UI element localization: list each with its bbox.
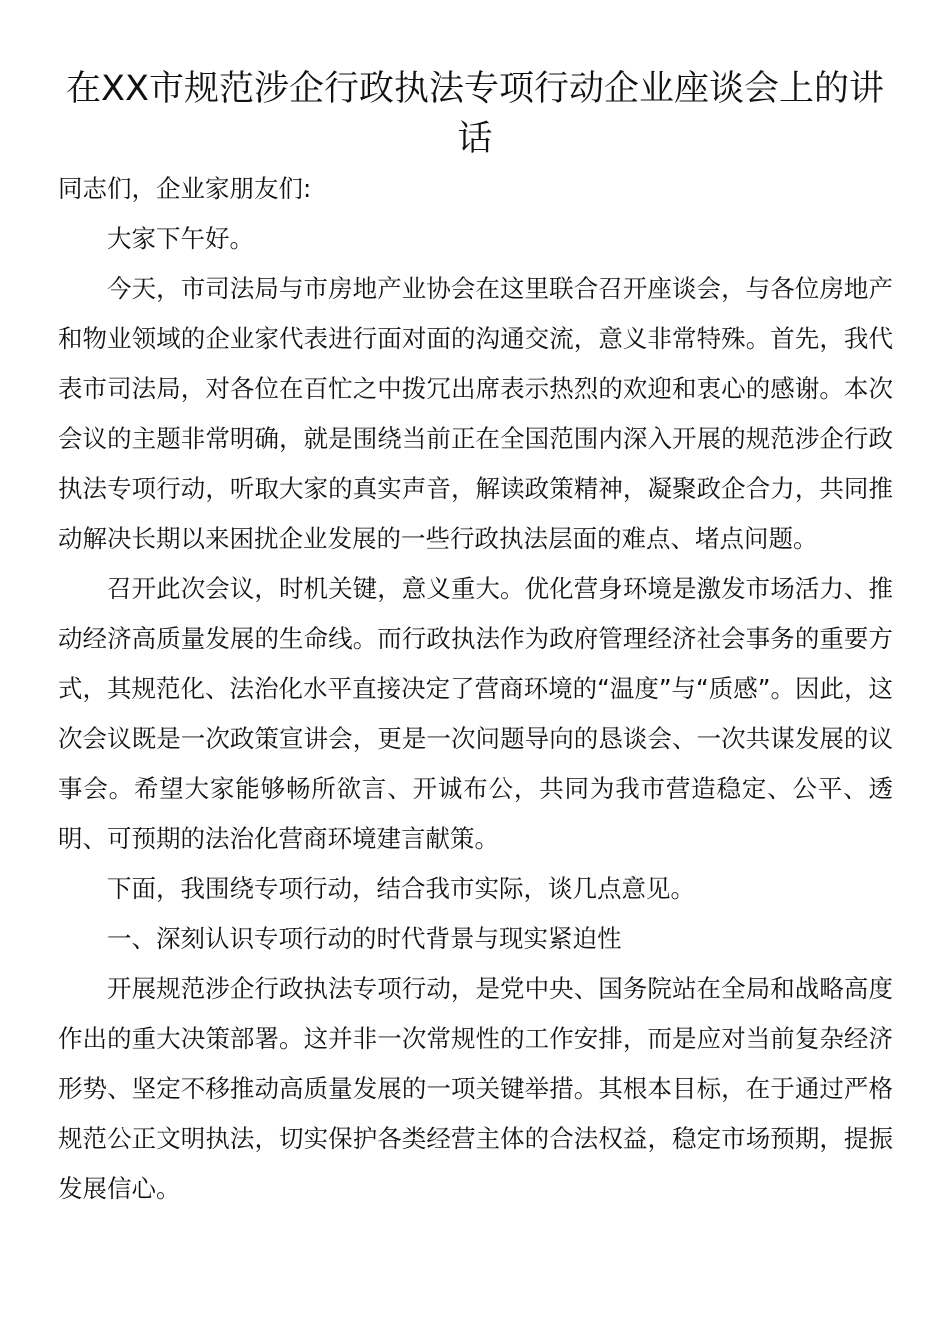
- document-title: 在XX市规范涉企行政执法专项行动企业座谈会上的讲话: [66, 69, 884, 159]
- document-body: [58, 164, 893, 1214]
- salutation: 同志们，企业家朋友们:: [58, 174, 312, 203]
- paragraph-meeting-introduction: 今天，市司法局与市房地产业协会在这里联合召开座谈会，与各位房地产和物业领域的企业家代表进行面对面的沟通交流，意义非常特殊。首先，我代表市司法局，对各位在百忙之中拨冗出席表示热烈的欢迎和衷心的感谢。本次会议的主题非常明确，就是围绕当前正在全国范围内深入开展的规范涉企行政执法专项行动，听取大家的真实声音，解读政策精神，凝聚政企合力，共同推动解决长期以来困扰企业发展的一些行政执法层面的难点、堵点问题。: [58, 274, 893, 553]
- section-heading-one: 一、深刻认识专项行动的时代背景与现实紧迫性: [107, 924, 622, 953]
- paragraph-background: 开展规范涉企行政执法专项行动，是党中央、国务院站在全局和战略高度作出的重大决策部署。这并非一次常规性的工作安排，而是应对当前复杂经济形势、坚定不移推动高质量发展的一项关键举措。其根本目标，在于通过严格规范公正文明执法，切实保护各类经营主体的合法权益，稳定市场预期，提振发展信心。: [58, 974, 893, 1203]
- paragraph-meeting-significance: 召开此次会议，时机关键，意义重大。优化营身环境是激发市场活力、推动经济高质量发展的生命线。而行政执法作为政府管理经济社会事务的重要方式，其规范化、法治化水平直接决定了营商环境的“温度”与“质感”。因此，这次会议既是一次政策宣讲会，更是一次问题导向的恳谈会、一次共谋发展的议事会。希望大家能够畅所欲言、开诚布公，共同为我市营造稳定、公平、透明、可预期的法治化营商环境建言献策。: [58, 574, 893, 853]
- paragraph-greeting: 大家下午好。: [107, 224, 254, 253]
- paragraph-transition: 下面，我围绕专项行动，结合我市实际，谈几点意见。: [107, 874, 695, 903]
